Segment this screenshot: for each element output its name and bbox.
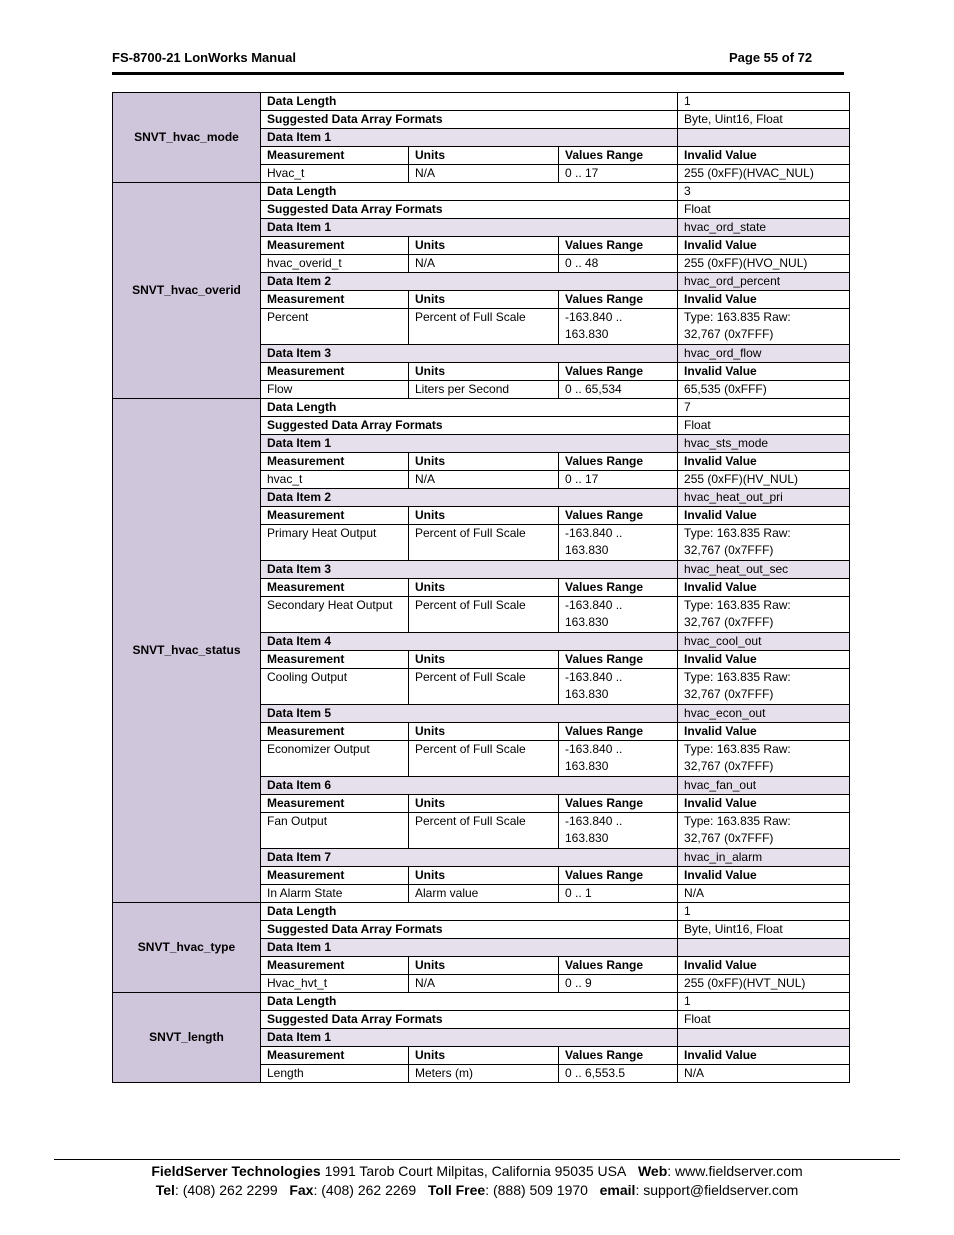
- range-line-2: 163.830: [565, 687, 609, 701]
- units-header: Units: [409, 237, 559, 255]
- formats-label: Suggested Data Array Formats: [261, 417, 678, 435]
- invalid-line-1: Type: 163.835 Raw:: [684, 670, 791, 684]
- data-length-row: [113, 399, 850, 417]
- range-cell: [559, 597, 678, 633]
- range-header: Values Range: [559, 867, 678, 885]
- invalid-cell: 255 (0xFF)(HVO_NUL): [678, 255, 850, 273]
- data-length-row: [113, 93, 850, 111]
- units-cell: Percent of Full Scale: [409, 309, 559, 345]
- range-cell: 0 .. 6,553.5: [559, 1065, 678, 1083]
- snvt-name: SNVT_hvac_mode: [113, 93, 261, 183]
- measurement-header: Measurement: [261, 651, 409, 669]
- formats-value: Float: [678, 1011, 850, 1029]
- range-header: Values Range: [559, 1047, 678, 1065]
- footer-address: 1991 Tarob Court Milpitas, California 95035 USA: [320, 1163, 627, 1179]
- data-item-label: Data Item 2: [261, 273, 678, 291]
- data-item-label: Data Item 1: [261, 1029, 678, 1047]
- measurement-header: Measurement: [261, 723, 409, 741]
- data-item-value: [678, 1029, 850, 1047]
- units-cell: N/A: [409, 975, 559, 993]
- data-item-label: Data Item 7: [261, 849, 678, 867]
- invalid-cell: [678, 525, 850, 561]
- invalid-cell: 255 (0xFF)(HVT_NUL): [678, 975, 850, 993]
- invalid-line-1: Type: 163.835 Raw:: [684, 310, 791, 324]
- data-length-label: Data Length: [261, 903, 678, 921]
- units-cell: Liters per Second: [409, 381, 559, 399]
- data-item-value: hvac_heat_out_sec: [678, 561, 850, 579]
- invalid-header: Invalid Value: [678, 723, 850, 741]
- formats-label: Suggested Data Array Formats: [261, 201, 678, 219]
- data-length-value: 1: [678, 993, 850, 1011]
- data-item-label: Data Item 1: [261, 129, 678, 147]
- invalid-line-2: 32,767 (0x7FFF): [684, 543, 774, 557]
- range-header: Values Range: [559, 237, 678, 255]
- units-cell: N/A: [409, 165, 559, 183]
- measurement-cell: Percent: [261, 309, 409, 345]
- data-length-label: Data Length: [261, 183, 678, 201]
- invalid-header: Invalid Value: [678, 651, 850, 669]
- snvt-table: [112, 92, 850, 1083]
- invalid-header: Invalid Value: [678, 579, 850, 597]
- footer-fax-label: Fax: [289, 1182, 314, 1198]
- formats-value: Byte, Uint16, Float: [678, 111, 850, 129]
- data-item-value: hvac_cool_out: [678, 633, 850, 651]
- range-cell: [559, 669, 678, 705]
- range-header: Values Range: [559, 291, 678, 309]
- data-item-value: hvac_econ_out: [678, 705, 850, 723]
- measurement-cell: Economizer Output: [261, 741, 409, 777]
- measurement-cell: In Alarm State: [261, 885, 409, 903]
- range-header: Values Range: [559, 147, 678, 165]
- invalid-cell: 65,535 (0xFFF): [678, 381, 850, 399]
- data-length-value: 1: [678, 903, 850, 921]
- invalid-cell: [678, 597, 850, 633]
- data-length-value: 3: [678, 183, 850, 201]
- formats-label: Suggested Data Array Formats: [261, 1011, 678, 1029]
- manual-title: FS-8700-21 LonWorks Manual: [112, 50, 296, 65]
- measurement-cell: Primary Heat Output: [261, 525, 409, 561]
- invalid-line-2: 32,767 (0x7FFF): [684, 759, 774, 773]
- units-cell: Alarm value: [409, 885, 559, 903]
- invalid-line-2: 32,767 (0x7FFF): [684, 687, 774, 701]
- units-cell: Meters (m): [409, 1065, 559, 1083]
- units-header: Units: [409, 723, 559, 741]
- data-item-label: Data Item 3: [261, 345, 678, 363]
- units-cell: N/A: [409, 255, 559, 273]
- footer-tel: : (408) 262 2299: [174, 1182, 278, 1198]
- formats-value: Float: [678, 417, 850, 435]
- footer-fax: : (408) 262 2269: [313, 1182, 417, 1198]
- data-item-value: hvac_ord_flow: [678, 345, 850, 363]
- measurement-header: Measurement: [261, 795, 409, 813]
- footer-email: : support@fieldserver.com: [635, 1182, 799, 1198]
- data-item-value: hvac_ord_state: [678, 219, 850, 237]
- units-header: Units: [409, 507, 559, 525]
- invalid-header: Invalid Value: [678, 453, 850, 471]
- range-line-1: -163.840 ..: [565, 742, 623, 756]
- range-cell: 0 .. 17: [559, 471, 678, 489]
- units-header: Units: [409, 867, 559, 885]
- measurement-header: Measurement: [261, 237, 409, 255]
- range-header: Values Range: [559, 507, 678, 525]
- invalid-cell: [678, 669, 850, 705]
- invalid-header: Invalid Value: [678, 867, 850, 885]
- invalid-cell: 255 (0xFF)(HV_NUL): [678, 471, 850, 489]
- footer-web: : www.fieldserver.com: [667, 1163, 803, 1179]
- data-length-label: Data Length: [261, 93, 678, 111]
- data-item-value: hvac_fan_out: [678, 777, 850, 795]
- measurement-header: Measurement: [261, 363, 409, 381]
- data-item-value: hvac_heat_out_pri: [678, 489, 850, 507]
- formats-label: Suggested Data Array Formats: [261, 921, 678, 939]
- footer-email-label: email: [599, 1182, 636, 1198]
- data-item-value: [678, 939, 850, 957]
- units-cell: N/A: [409, 471, 559, 489]
- units-header: Units: [409, 795, 559, 813]
- range-line-2: 163.830: [565, 615, 609, 629]
- invalid-line-1: Type: 163.835 Raw:: [684, 814, 791, 828]
- measurement-cell: hvac_t: [261, 471, 409, 489]
- invalid-header: Invalid Value: [678, 1047, 850, 1065]
- measurement-header: Measurement: [261, 453, 409, 471]
- data-length-row: [113, 993, 850, 1011]
- invalid-header: Invalid Value: [678, 291, 850, 309]
- measurement-header: Measurement: [261, 957, 409, 975]
- units-header: Units: [409, 363, 559, 381]
- formats-value: Float: [678, 201, 850, 219]
- snvt-name: SNVT_hvac_status: [113, 399, 261, 903]
- footer-tel-label: Tel: [155, 1182, 175, 1198]
- snvt-name: SNVT_hvac_overid: [113, 183, 261, 399]
- invalid-line-2: 32,767 (0x7FFF): [684, 615, 774, 629]
- invalid-line-1: Type: 163.835 Raw:: [684, 598, 791, 612]
- data-item-label: Data Item 3: [261, 561, 678, 579]
- data-length-label: Data Length: [261, 399, 678, 417]
- measurement-cell: Fan Output: [261, 813, 409, 849]
- invalid-cell: 255 (0xFF)(HVAC_NUL): [678, 165, 850, 183]
- invalid-header: Invalid Value: [678, 507, 850, 525]
- snvt-name: SNVT_hvac_type: [113, 903, 261, 993]
- measurement-cell: Length: [261, 1065, 409, 1083]
- measurement-cell: Secondary Heat Output: [261, 597, 409, 633]
- footer-tollfree-label: Toll Free: [427, 1182, 486, 1198]
- invalid-line-2: 32,767 (0x7FFF): [684, 831, 774, 845]
- invalid-header: Invalid Value: [678, 147, 850, 165]
- measurement-header: Measurement: [261, 579, 409, 597]
- units-cell: Percent of Full Scale: [409, 741, 559, 777]
- invalid-cell: [678, 813, 850, 849]
- data-item-label: Data Item 1: [261, 435, 678, 453]
- range-line-1: -163.840 ..: [565, 598, 623, 612]
- footer-rule: [54, 1159, 900, 1160]
- units-header: Units: [409, 1047, 559, 1065]
- data-item-label: Data Item 4: [261, 633, 678, 651]
- invalid-cell: N/A: [678, 885, 850, 903]
- range-header: Values Range: [559, 579, 678, 597]
- data-length-label: Data Length: [261, 993, 678, 1011]
- invalid-header: Invalid Value: [678, 237, 850, 255]
- formats-value: Byte, Uint16, Float: [678, 921, 850, 939]
- data-item-label: Data Item 2: [261, 489, 678, 507]
- data-length-value: 1: [678, 93, 850, 111]
- footer-tollfree: : (888) 509 1970: [485, 1182, 588, 1198]
- measurement-cell: Flow: [261, 381, 409, 399]
- units-header: Units: [409, 147, 559, 165]
- range-header: Values Range: [559, 795, 678, 813]
- data-item-label: Data Item 1: [261, 939, 678, 957]
- range-line-2: 163.830: [565, 831, 609, 845]
- range-cell: [559, 813, 678, 849]
- measurement-header: Measurement: [261, 507, 409, 525]
- units-cell: Percent of Full Scale: [409, 525, 559, 561]
- invalid-line-1: Type: 163.835 Raw:: [684, 742, 791, 756]
- units-cell: Percent of Full Scale: [409, 597, 559, 633]
- range-line-2: 163.830: [565, 759, 609, 773]
- measurement-header: Measurement: [261, 867, 409, 885]
- units-header: Units: [409, 453, 559, 471]
- range-cell: 0 .. 17: [559, 165, 678, 183]
- data-length-row: [113, 903, 850, 921]
- measurement-header: Measurement: [261, 1047, 409, 1065]
- units-cell: Percent of Full Scale: [409, 669, 559, 705]
- data-item-value: [678, 129, 850, 147]
- range-cell: 0 .. 65,534: [559, 381, 678, 399]
- measurement-cell: hvac_overid_t: [261, 255, 409, 273]
- invalid-line-2: 32,767 (0x7FFF): [684, 327, 774, 341]
- range-line-2: 163.830: [565, 543, 609, 557]
- data-item-label: Data Item 1: [261, 219, 678, 237]
- snvt-name: SNVT_length: [113, 993, 261, 1083]
- footer-company: FieldServer Technologies: [151, 1163, 321, 1179]
- measurement-header: Measurement: [261, 147, 409, 165]
- invalid-cell: [678, 309, 850, 345]
- data-item-value: hvac_ord_percent: [678, 273, 850, 291]
- range-header: Values Range: [559, 723, 678, 741]
- data-item-value: hvac_in_alarm: [678, 849, 850, 867]
- data-length-row: [113, 183, 850, 201]
- invalid-cell: [678, 741, 850, 777]
- range-line-1: -163.840 ..: [565, 526, 623, 540]
- measurement-header: Measurement: [261, 291, 409, 309]
- range-line-1: -163.840 ..: [565, 310, 623, 324]
- range-header: Values Range: [559, 957, 678, 975]
- invalid-line-1: Type: 163.835 Raw:: [684, 526, 791, 540]
- range-line-2: 163.830: [565, 327, 609, 341]
- invalid-header: Invalid Value: [678, 795, 850, 813]
- footer-line-2: [0, 1182, 954, 1198]
- units-cell: Percent of Full Scale: [409, 813, 559, 849]
- range-cell: [559, 309, 678, 345]
- range-cell: [559, 525, 678, 561]
- range-header: Values Range: [559, 363, 678, 381]
- units-header: Units: [409, 957, 559, 975]
- range-cell: 0 .. 48: [559, 255, 678, 273]
- units-header: Units: [409, 579, 559, 597]
- footer-line-1: [0, 1163, 954, 1179]
- range-cell: [559, 741, 678, 777]
- header-rule: [112, 72, 844, 75]
- range-header: Values Range: [559, 651, 678, 669]
- range-cell: 0 .. 1: [559, 885, 678, 903]
- data-item-label: Data Item 5: [261, 705, 678, 723]
- footer-web-label: Web: [637, 1163, 668, 1179]
- range-line-1: -163.840 ..: [565, 670, 623, 684]
- measurement-cell: Hvac_hvt_t: [261, 975, 409, 993]
- data-length-value: 7: [678, 399, 850, 417]
- data-item-label: Data Item 6: [261, 777, 678, 795]
- invalid-header: Invalid Value: [678, 957, 850, 975]
- invalid-header: Invalid Value: [678, 363, 850, 381]
- measurement-cell: Cooling Output: [261, 669, 409, 705]
- page-number: Page 55 of 72: [729, 50, 813, 65]
- range-cell: 0 .. 9: [559, 975, 678, 993]
- data-item-value: hvac_sts_mode: [678, 435, 850, 453]
- range-line-1: -163.840 ..: [565, 814, 623, 828]
- formats-label: Suggested Data Array Formats: [261, 111, 678, 129]
- invalid-cell: N/A: [678, 1065, 850, 1083]
- measurement-cell: Hvac_t: [261, 165, 409, 183]
- units-header: Units: [409, 651, 559, 669]
- units-header: Units: [409, 291, 559, 309]
- range-header: Values Range: [559, 453, 678, 471]
